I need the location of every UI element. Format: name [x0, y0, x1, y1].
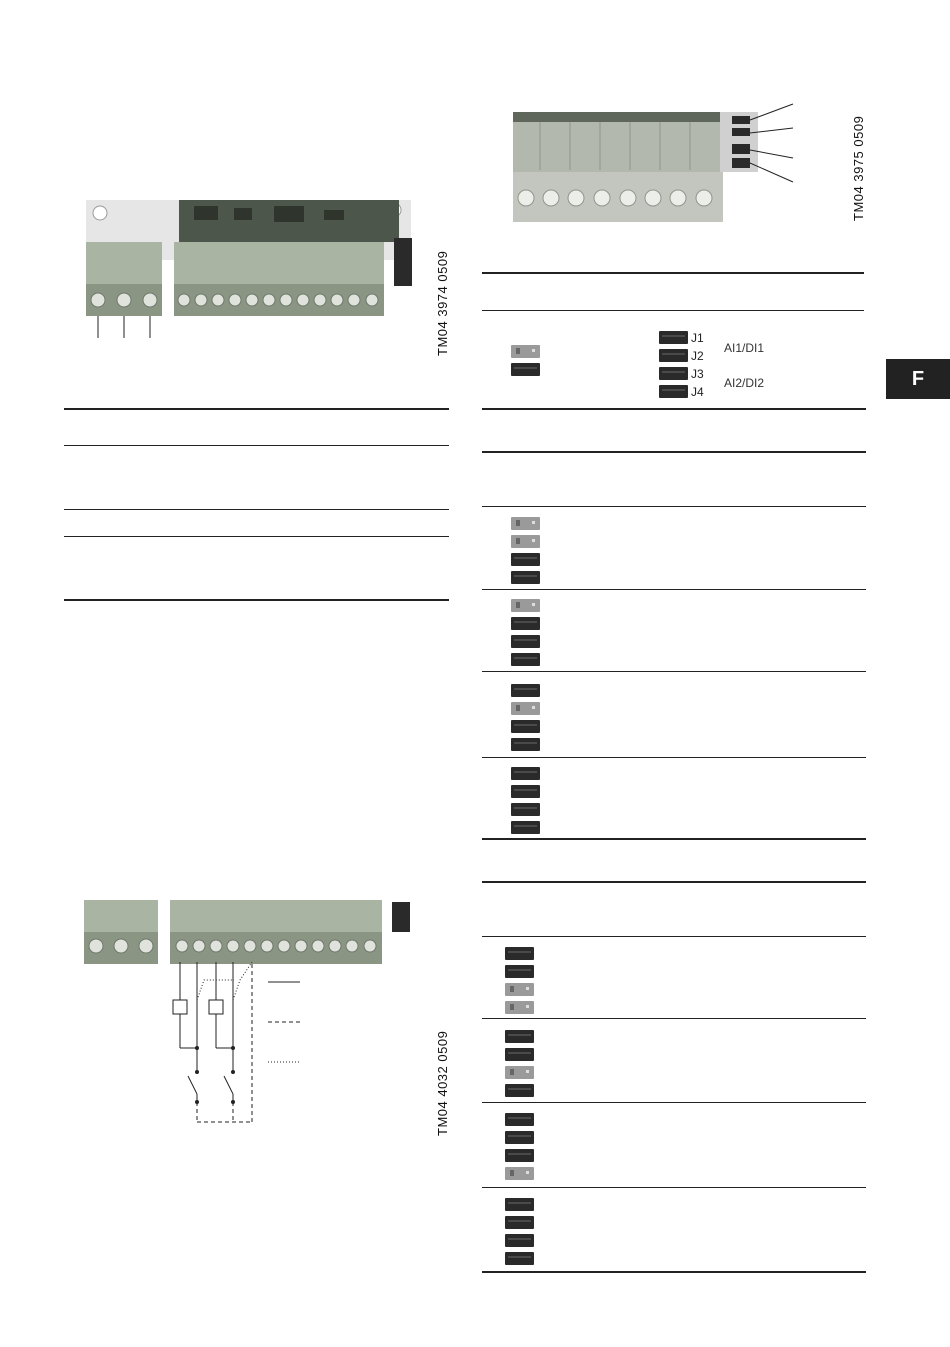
- table-rule: [482, 838, 866, 840]
- wiring-diagram: [84, 900, 414, 1130]
- jumper-open: [505, 1001, 534, 1014]
- table-rule: [482, 1271, 866, 1273]
- jumper-closed: [505, 1131, 534, 1144]
- jumper-label-j2: J2: [691, 349, 704, 363]
- table-rule: [482, 408, 866, 410]
- table-rule: [482, 451, 866, 453]
- jumper-closed: [511, 617, 540, 630]
- group-label-ai2-di2: AI2/DI2: [724, 376, 765, 390]
- table-rule: [482, 1187, 866, 1188]
- jumper-closed: [505, 1030, 534, 1043]
- table-rule: [482, 671, 866, 672]
- jumper-legend-closed: [511, 363, 540, 376]
- jumper-board-photo: [510, 100, 800, 224]
- jumper-closed: [505, 1216, 534, 1229]
- table-rule: [482, 310, 864, 311]
- jumper-open: [511, 535, 540, 548]
- jumper-open: [505, 1066, 534, 1079]
- jumper-closed: [511, 553, 540, 566]
- jumper-closed: [511, 653, 540, 666]
- table-rule: [64, 408, 449, 410]
- group-label-ai1-di1: AI1/DI1: [724, 341, 765, 355]
- jumper-open: [511, 517, 540, 530]
- jumper-closed: [505, 1113, 534, 1126]
- figure-ref-wiring: TM04 4032 0509: [435, 1030, 450, 1136]
- jumper-closed: [511, 720, 540, 733]
- jumper-open: [505, 983, 534, 996]
- jumper-label-j1: J1: [691, 331, 704, 345]
- table-rule: [64, 536, 449, 537]
- jumper-j3: [659, 367, 688, 380]
- jumper-closed: [505, 1149, 534, 1162]
- jumper-j1: [659, 331, 688, 344]
- table-rule: [64, 445, 449, 446]
- jumper-closed: [505, 1234, 534, 1247]
- table-rule: [482, 881, 866, 883]
- figure-ref-terminal: TM04 3974 0509: [435, 250, 450, 356]
- jumper-open: [511, 702, 540, 715]
- table-rule: [482, 1102, 866, 1103]
- jumper-closed: [511, 785, 540, 798]
- jumper-open: [505, 1167, 534, 1180]
- jumper-closed: [511, 635, 540, 648]
- section-tab: F: [886, 359, 950, 399]
- table-rule: [482, 757, 866, 758]
- jumper-open: [511, 599, 540, 612]
- jumper-closed: [505, 965, 534, 978]
- jumper-closed: [511, 821, 540, 834]
- table-rule: [64, 599, 449, 601]
- jumper-closed: [505, 1198, 534, 1211]
- table-rule: [64, 509, 449, 510]
- jumper-closed: [511, 803, 540, 816]
- table-rule: [482, 272, 864, 274]
- jumper-closed: [505, 1048, 534, 1061]
- jumper-closed: [511, 684, 540, 697]
- figure-ref-jumpers: TM04 3975 0509: [851, 115, 866, 221]
- jumper-closed: [511, 767, 540, 780]
- jumper-label-j3: J3: [691, 367, 704, 381]
- table-rule: [482, 1018, 866, 1019]
- jumper-closed: [505, 947, 534, 960]
- jumper-closed: [505, 1252, 534, 1265]
- jumper-j4: [659, 385, 688, 398]
- jumper-j2: [659, 349, 688, 362]
- terminal-board-photo: [84, 198, 414, 318]
- jumper-legend-open: [511, 345, 540, 358]
- table-rule: [482, 506, 866, 507]
- table-rule: [482, 936, 866, 937]
- terminal-leader-lines: [84, 316, 164, 340]
- table-rule: [482, 589, 866, 590]
- jumper-closed: [511, 738, 540, 751]
- jumper-closed: [505, 1084, 534, 1097]
- jumper-label-j4: J4: [691, 385, 704, 399]
- jumper-closed: [511, 571, 540, 584]
